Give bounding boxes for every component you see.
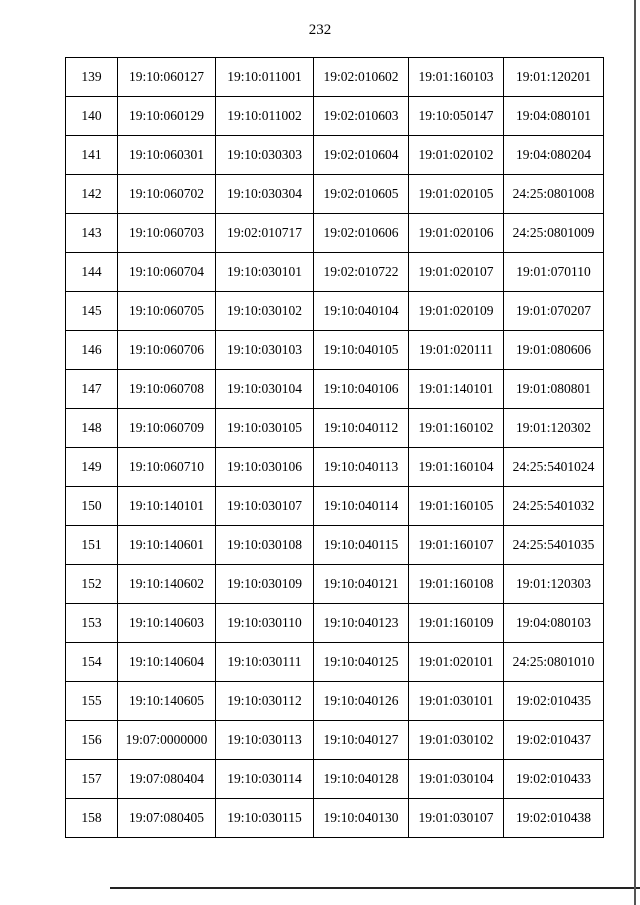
code-cell-col5: 24:25:5401035 — [504, 526, 604, 565]
code-cell-col1: 19:10:060704 — [118, 253, 216, 292]
code-cell-col2: 19:10:030304 — [216, 175, 314, 214]
code-cell-col1: 19:10:060301 — [118, 136, 216, 175]
code-cell-col2: 19:10:030111 — [216, 643, 314, 682]
code-cell-col3: 19:02:010604 — [314, 136, 409, 175]
code-cell-col5: 19:01:120303 — [504, 565, 604, 604]
scan-right-edge — [634, 0, 636, 905]
code-cell-col3: 19:10:040127 — [314, 721, 409, 760]
table-row — [66, 526, 604, 565]
code-cell-col4: 19:01:020109 — [409, 292, 504, 331]
code-cell-col1: 19:10:060702 — [118, 175, 216, 214]
data-table-container — [65, 57, 603, 838]
code-cell-col5: 19:02:010433 — [504, 760, 604, 799]
code-cell-col3: 19:10:040104 — [314, 292, 409, 331]
row-number-cell: 146 — [66, 331, 118, 370]
code-cell-col1: 19:07:080405 — [118, 799, 216, 838]
code-cell-col2: 19:10:030101 — [216, 253, 314, 292]
code-cell-col1: 19:10:140601 — [118, 526, 216, 565]
code-cell-col4: 19:01:020105 — [409, 175, 504, 214]
code-cell-col2: 19:10:030109 — [216, 565, 314, 604]
code-cell-col2: 19:10:030105 — [216, 409, 314, 448]
table-row — [66, 370, 604, 409]
code-cell-col4: 19:01:020111 — [409, 331, 504, 370]
table-row — [66, 682, 604, 721]
row-number-cell: 148 — [66, 409, 118, 448]
table-row — [66, 136, 604, 175]
table-row — [66, 292, 604, 331]
table-row — [66, 799, 604, 838]
table-row — [66, 409, 604, 448]
row-number-cell: 153 — [66, 604, 118, 643]
code-cell-col3: 19:10:040114 — [314, 487, 409, 526]
code-cell-col4: 19:01:030104 — [409, 760, 504, 799]
code-cell-col4: 19:01:160104 — [409, 448, 504, 487]
table-row — [66, 214, 604, 253]
row-number-cell: 141 — [66, 136, 118, 175]
code-cell-col2: 19:10:030108 — [216, 526, 314, 565]
table-row — [66, 448, 604, 487]
code-cell-col5: 19:04:080101 — [504, 97, 604, 136]
code-cell-col5: 19:01:120302 — [504, 409, 604, 448]
code-cell-col3: 19:10:040130 — [314, 799, 409, 838]
code-cell-col5: 19:04:080204 — [504, 136, 604, 175]
code-cell-col1: 19:10:060706 — [118, 331, 216, 370]
code-cell-col3: 19:10:040112 — [314, 409, 409, 448]
code-cell-col2: 19:10:030112 — [216, 682, 314, 721]
code-cell-col4: 19:01:030101 — [409, 682, 504, 721]
row-number-cell: 139 — [66, 58, 118, 97]
code-cell-col3: 19:10:040113 — [314, 448, 409, 487]
code-cell-col1: 19:10:140603 — [118, 604, 216, 643]
table-row — [66, 760, 604, 799]
row-number-cell: 140 — [66, 97, 118, 136]
code-cell-col2: 19:10:030110 — [216, 604, 314, 643]
code-cell-col2: 19:10:030102 — [216, 292, 314, 331]
code-cell-col5: 24:25:0801008 — [504, 175, 604, 214]
code-cell-col2: 19:02:010717 — [216, 214, 314, 253]
code-cell-col5: 24:25:0801010 — [504, 643, 604, 682]
table-row — [66, 565, 604, 604]
code-cell-col3: 19:10:040123 — [314, 604, 409, 643]
code-cell-col1: 19:10:060129 — [118, 97, 216, 136]
code-cell-col1: 19:10:060705 — [118, 292, 216, 331]
code-cell-col2: 19:10:030104 — [216, 370, 314, 409]
row-number-cell: 157 — [66, 760, 118, 799]
code-cell-col3: 19:10:040126 — [314, 682, 409, 721]
page-number: 232 — [308, 22, 332, 38]
row-number-cell: 158 — [66, 799, 118, 838]
code-cell-col1: 19:10:060127 — [118, 58, 216, 97]
code-cell-col4: 19:01:160105 — [409, 487, 504, 526]
code-cell-col1: 19:10:060709 — [118, 409, 216, 448]
code-cell-col1: 19:10:140602 — [118, 565, 216, 604]
code-cell-col1: 19:07:080404 — [118, 760, 216, 799]
table-row — [66, 331, 604, 370]
code-cell-col1: 19:10:060710 — [118, 448, 216, 487]
row-number-cell: 156 — [66, 721, 118, 760]
code-cell-col5: 19:01:070110 — [504, 253, 604, 292]
table-row — [66, 604, 604, 643]
code-cell-col1: 19:10:060703 — [118, 214, 216, 253]
code-cell-col3: 19:10:040121 — [314, 565, 409, 604]
code-cell-col4: 19:01:030102 — [409, 721, 504, 760]
code-cell-col5: 19:01:080606 — [504, 331, 604, 370]
code-cell-col2: 19:10:030113 — [216, 721, 314, 760]
row-number-cell: 147 — [66, 370, 118, 409]
code-cell-col3: 19:10:040128 — [314, 760, 409, 799]
row-number-cell: 152 — [66, 565, 118, 604]
code-cell-col4: 19:01:160107 — [409, 526, 504, 565]
code-cell-col4: 19:01:020101 — [409, 643, 504, 682]
code-cell-col4: 19:01:020107 — [409, 253, 504, 292]
table-row — [66, 253, 604, 292]
code-cell-col5: 24:25:0801009 — [504, 214, 604, 253]
code-cell-col5: 19:02:010438 — [504, 799, 604, 838]
code-cell-col2: 19:10:030303 — [216, 136, 314, 175]
code-cell-col2: 19:10:011002 — [216, 97, 314, 136]
table-row — [66, 721, 604, 760]
code-cell-col3: 19:02:010603 — [314, 97, 409, 136]
code-cell-col1: 19:07:0000000 — [118, 721, 216, 760]
code-cell-col3: 19:10:040105 — [314, 331, 409, 370]
code-cell-col3: 19:10:040125 — [314, 643, 409, 682]
code-cell-col5: 24:25:5401024 — [504, 448, 604, 487]
table-row — [66, 643, 604, 682]
code-cell-col2: 19:10:030106 — [216, 448, 314, 487]
code-cell-col4: 19:01:020106 — [409, 214, 504, 253]
code-cell-col4: 19:10:050147 — [409, 97, 504, 136]
row-number-cell: 142 — [66, 175, 118, 214]
code-cell-col1: 19:10:140604 — [118, 643, 216, 682]
scan-bottom-line — [110, 887, 640, 889]
code-cell-col1: 19:10:060708 — [118, 370, 216, 409]
code-cell-col2: 19:10:030107 — [216, 487, 314, 526]
row-number-cell: 143 — [66, 214, 118, 253]
row-number-cell: 150 — [66, 487, 118, 526]
code-cell-col4: 19:01:160102 — [409, 409, 504, 448]
code-cell-col5: 19:01:070207 — [504, 292, 604, 331]
data-table — [65, 57, 604, 838]
row-number-cell: 144 — [66, 253, 118, 292]
row-number-cell: 154 — [66, 643, 118, 682]
code-cell-col3: 19:02:010722 — [314, 253, 409, 292]
code-cell-col4: 19:01:160109 — [409, 604, 504, 643]
code-cell-col5: 19:02:010435 — [504, 682, 604, 721]
row-number-cell: 149 — [66, 448, 118, 487]
code-cell-col4: 19:01:020102 — [409, 136, 504, 175]
code-cell-col4: 19:01:160108 — [409, 565, 504, 604]
row-number-cell: 151 — [66, 526, 118, 565]
code-cell-col3: 19:10:040106 — [314, 370, 409, 409]
table-body — [66, 58, 604, 838]
code-cell-col1: 19:10:140605 — [118, 682, 216, 721]
code-cell-col2: 19:10:030114 — [216, 760, 314, 799]
code-cell-col2: 19:10:030115 — [216, 799, 314, 838]
code-cell-col3: 19:02:010606 — [314, 214, 409, 253]
table-row — [66, 58, 604, 97]
table-row — [66, 97, 604, 136]
row-number-cell: 145 — [66, 292, 118, 331]
code-cell-col5: 19:02:010437 — [504, 721, 604, 760]
table-row — [66, 487, 604, 526]
code-cell-col2: 19:10:011001 — [216, 58, 314, 97]
row-number-cell: 155 — [66, 682, 118, 721]
code-cell-col4: 19:01:030107 — [409, 799, 504, 838]
code-cell-col5: 19:01:120201 — [504, 58, 604, 97]
table-row — [66, 175, 604, 214]
code-cell-col2: 19:10:030103 — [216, 331, 314, 370]
code-cell-col1: 19:10:140101 — [118, 487, 216, 526]
code-cell-col5: 19:04:080103 — [504, 604, 604, 643]
code-cell-col5: 19:01:080801 — [504, 370, 604, 409]
code-cell-col4: 19:01:140101 — [409, 370, 504, 409]
code-cell-col4: 19:01:160103 — [409, 58, 504, 97]
code-cell-col3: 19:02:010602 — [314, 58, 409, 97]
code-cell-col3: 19:02:010605 — [314, 175, 409, 214]
code-cell-col5: 24:25:5401032 — [504, 487, 604, 526]
code-cell-col3: 19:10:040115 — [314, 526, 409, 565]
